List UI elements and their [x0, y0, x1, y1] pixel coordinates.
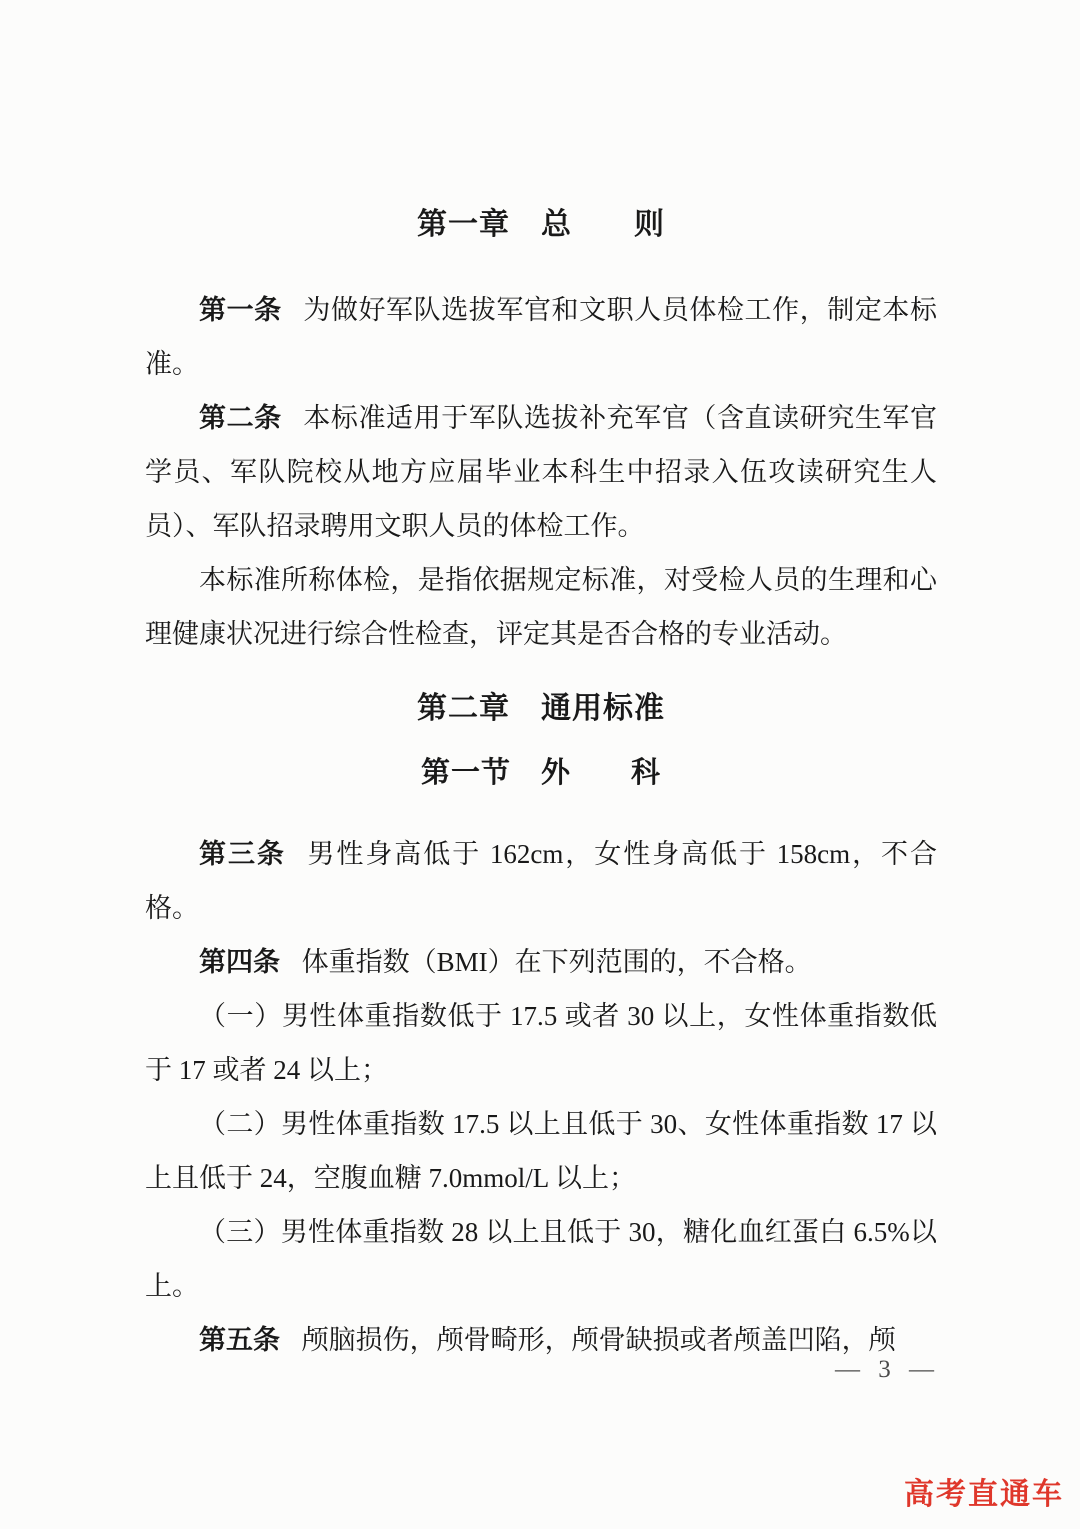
paragraph-article-4: [145, 935, 937, 989]
chapter-1-heading: 第一章 总 则: [417, 208, 665, 241]
article-2-label: 第二条: [199, 403, 282, 433]
article-3-label: 第三条: [199, 839, 286, 869]
item-2-text: （二）男性体重指数 17.5 以上且低于 30、女性体重指数 17 以上且低于 24，空腹血糖 7.0mmol/L 以上；: [145, 1109, 937, 1193]
section-1-heading: 第一节 外 科: [420, 757, 661, 789]
paragraph-item-1: [145, 989, 937, 1097]
watermark-brand: 高考直通车: [904, 1478, 1064, 1511]
chapter-2-heading: 第二章 通用标准: [417, 692, 665, 725]
article-1-label: 第一条: [199, 295, 282, 325]
article-5-label: 第五条: [199, 1325, 280, 1355]
paragraph-item-2: [145, 1097, 937, 1205]
article-1-text: 为做好军队选拔军官和文职人员体检工作，制定本标准。: [145, 295, 938, 379]
article-2-text: 本标准适用于军队选拔补充军官（含直读研究生军官学员、军队院校从地方应届毕业本科生中招录入伍攻读研究生人员）、军队招录聘用文职人员的体检工作。: [145, 403, 938, 541]
paragraph-article-3: [145, 827, 937, 935]
paragraph-article-1: [145, 283, 937, 391]
article-3-text: 男性身高低于 162cm，女性身高低于 158cm，不合格。: [145, 839, 937, 923]
paragraph-definition: [145, 553, 937, 661]
paragraph-article-2: [145, 391, 937, 553]
paragraph-article-5: [145, 1313, 937, 1367]
paragraph-definition-text: 本标准所称体检，是指依据规定标准，对受检人员的生理和心理健康状况进行综合性检查，评定其是否合格的专业活动。: [145, 565, 937, 649]
item-1-text: （一）男性体重指数低于 17.5 或者 30 以上，女性体重指数低于 17 或者 24 以上；: [145, 1001, 937, 1085]
article-4-label: 第四条: [199, 947, 280, 977]
article-4-text: 体重指数（BMI）在下列范围的，不合格。: [301, 947, 812, 977]
item-3-text: （三）男性体重指数 28 以上且低于 30，糖化血红蛋白 6.5%以上。: [145, 1217, 937, 1301]
article-5-text: 颅脑损伤，颅骨畸形，颅骨缺损或者颅盖凹陷，颅: [301, 1325, 896, 1355]
document-content: [145, 203, 937, 1367]
page-number: — 3 —: [835, 1356, 940, 1383]
paragraph-item-3: [145, 1205, 937, 1313]
